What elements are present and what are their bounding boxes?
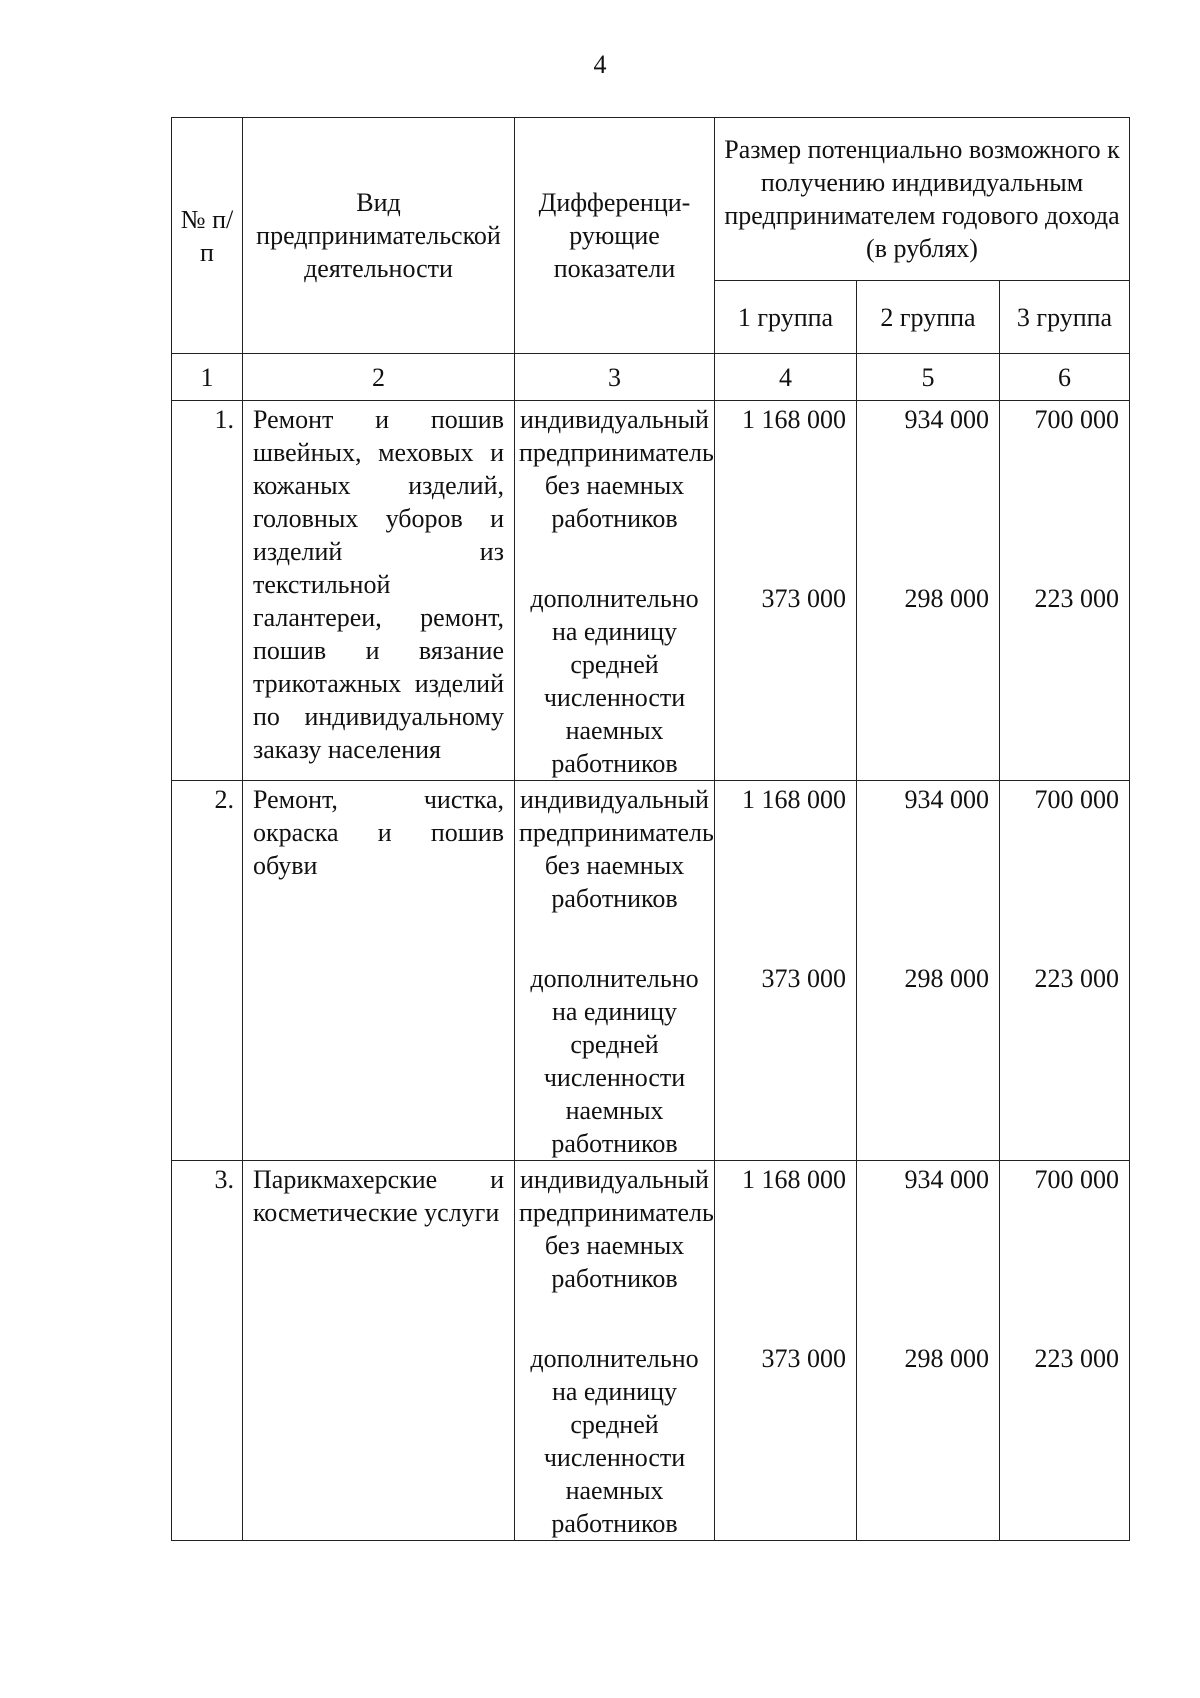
- header-group-3: 3 группа: [1000, 281, 1130, 354]
- value: 700 000: [1034, 405, 1120, 434]
- value: 298 000: [904, 1344, 989, 1373]
- indicator-label: дополнительно на единицу средней численности наемных работников: [530, 584, 699, 778]
- group-1-values: [715, 401, 857, 781]
- table-body: [172, 401, 1130, 1541]
- value: 1 168 000: [742, 405, 846, 434]
- value: 373 000: [761, 584, 846, 613]
- value: 700 000: [1034, 785, 1120, 814]
- value: 298 000: [904, 584, 989, 613]
- table-row: [172, 781, 1130, 1161]
- income-table: [171, 117, 1130, 1541]
- indicators-cell: [515, 781, 715, 1161]
- column-number-4: 4: [715, 354, 857, 401]
- indicator-label: индивидуальный предприниматель без наемных работников: [519, 405, 714, 533]
- group-1-values: [715, 1161, 857, 1541]
- group-2-values: [857, 781, 1000, 1161]
- header-number-label: № п/п: [180, 204, 234, 267]
- header-income-label: Размер потенциально возможного к получению индивидуальным предпринимателем годового дохода (в рублях): [724, 135, 1120, 263]
- column-number-1: 1: [172, 354, 243, 401]
- column-number-5: 5: [857, 354, 1000, 401]
- page-number: 4: [593, 50, 607, 79]
- row-number: 1.: [172, 401, 243, 781]
- value: 1 168 000: [742, 1165, 846, 1194]
- indicator-label: дополнительно на единицу средней численности наемных работников: [530, 1344, 699, 1538]
- indicators-cell: [515, 401, 715, 781]
- header-number: [172, 118, 243, 354]
- activity-description: Ремонт, чистка, окраска и пошив обуви: [243, 781, 515, 1161]
- value: 373 000: [761, 1344, 846, 1373]
- value: 223 000: [1034, 1344, 1120, 1373]
- column-numbers-row: [172, 354, 1130, 401]
- value: 1 168 000: [742, 785, 846, 814]
- activity-description: Ремонт и пошив швейных, меховых и кожаных изделий, головных уборов и изделий из текстильной галантереи, ремонт, пошив и вязание трикотажных изделий по индивидуальному заказу населения: [243, 401, 515, 781]
- value: 223 000: [1034, 584, 1120, 613]
- table-header: [172, 118, 1130, 401]
- value: 934 000: [904, 405, 989, 434]
- value: 700 000: [1034, 1165, 1120, 1194]
- header-income: [715, 118, 1130, 281]
- row-number: 2.: [172, 781, 243, 1161]
- value: 223 000: [1034, 964, 1120, 993]
- value: 934 000: [904, 1165, 989, 1194]
- value: 298 000: [904, 964, 989, 993]
- activity-description: Парикмахерские и косметические услуги: [243, 1161, 515, 1541]
- group-2-values: [857, 1161, 1000, 1541]
- group-2-values: [857, 401, 1000, 781]
- column-number-2: 2: [243, 354, 515, 401]
- header-activity: [243, 118, 515, 354]
- group-3-values: [1000, 401, 1130, 781]
- group-3-values: [1000, 781, 1130, 1161]
- indicator-label: индивидуальный предприниматель без наемных работников: [519, 1165, 714, 1293]
- table-row: [172, 1161, 1130, 1541]
- indicator-label: индивидуальный предприниматель без наемных работников: [519, 785, 714, 913]
- group-3-values: [1000, 1161, 1130, 1541]
- row-number: 3.: [172, 1161, 243, 1541]
- table-row: [172, 401, 1130, 781]
- header-indicators-label: Дифференци-рующие показатели: [538, 188, 691, 283]
- column-number-3: 3: [515, 354, 715, 401]
- header-group-2: 2 группа: [857, 281, 1000, 354]
- indicator-label: дополнительно на единицу средней численности наемных работников: [530, 964, 699, 1158]
- value: 373 000: [761, 964, 846, 993]
- indicators-cell: [515, 1161, 715, 1541]
- column-number-6: 6: [1000, 354, 1130, 401]
- group-1-values: [715, 781, 857, 1161]
- value: 934 000: [904, 785, 989, 814]
- header-indicators: [515, 118, 715, 354]
- header-activity-label: Вид предпринимательской деятельности: [256, 188, 501, 283]
- header-group-1: 1 группа: [715, 281, 857, 354]
